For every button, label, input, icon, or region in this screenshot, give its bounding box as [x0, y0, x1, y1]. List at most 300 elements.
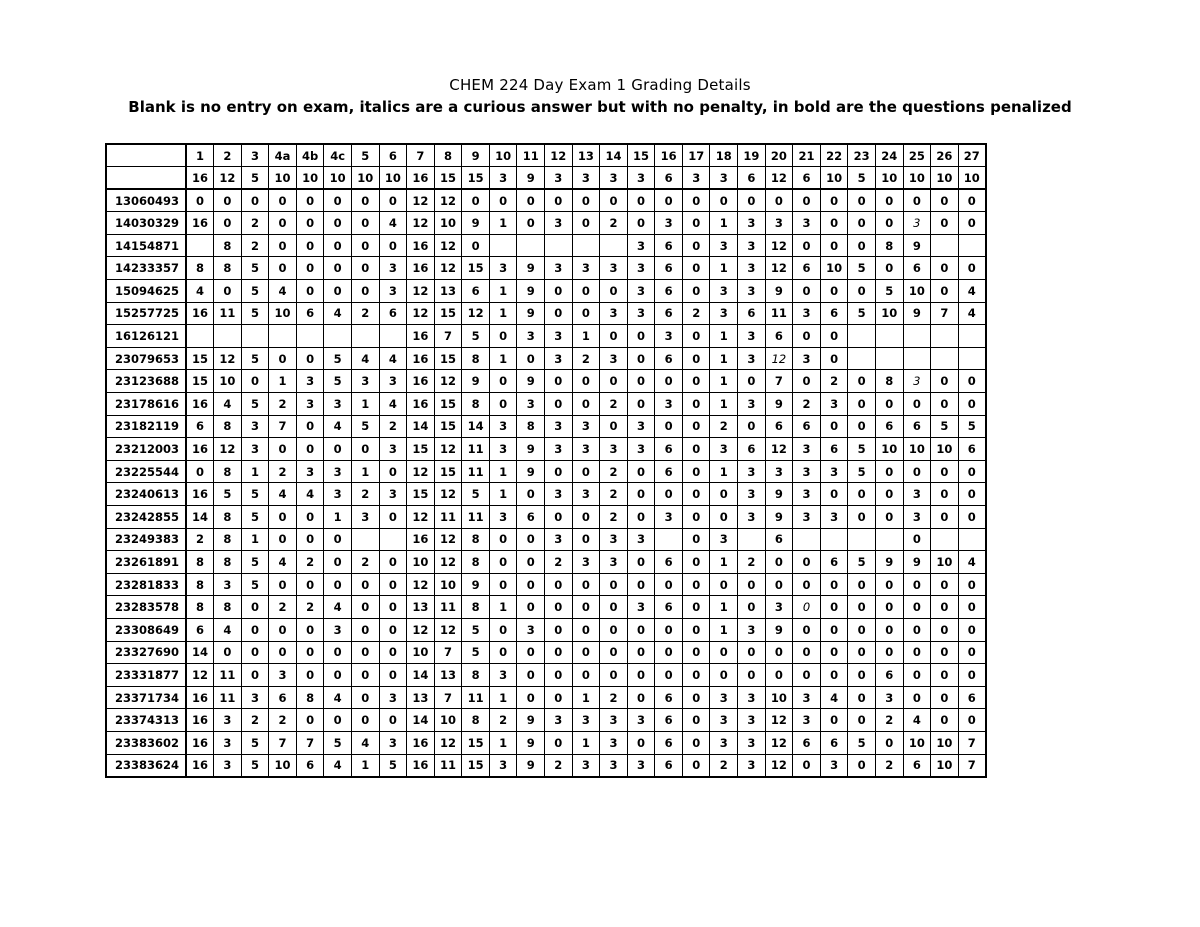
score-cell: 0 — [655, 618, 683, 641]
score-cell: 16 — [407, 370, 435, 393]
score-cell: 0 — [875, 212, 903, 235]
score-cell: 4 — [324, 686, 352, 709]
score-cell: 3 — [241, 415, 269, 438]
table-row — [106, 506, 986, 529]
score-cell: 7 — [958, 754, 986, 777]
score-cell: 0 — [489, 189, 517, 212]
table-row — [106, 438, 986, 461]
score-cell: 0 — [931, 573, 959, 596]
score-cell: 0 — [214, 212, 242, 235]
score-cell: 0 — [241, 664, 269, 687]
score-cell: 1 — [351, 460, 379, 483]
score-cell: 0 — [682, 709, 710, 732]
score-cell: 1 — [489, 596, 517, 619]
score-cell: 0 — [269, 618, 297, 641]
score-cell: 16 — [407, 731, 435, 754]
score-cell — [875, 325, 903, 348]
score-cell: 8 — [186, 573, 214, 596]
table-row — [106, 573, 986, 596]
max-points: 10 — [931, 167, 959, 190]
score-cell: 12 — [434, 370, 462, 393]
score-cell: 8 — [214, 257, 242, 280]
score-cell: 10 — [407, 551, 435, 574]
score-cell: 1 — [489, 460, 517, 483]
max-points: 10 — [875, 167, 903, 190]
score-cell: 16 — [186, 438, 214, 461]
score-cell: 1 — [324, 506, 352, 529]
score-cell: 5 — [931, 415, 959, 438]
max-points: 3 — [710, 167, 738, 190]
score-cell: 0 — [958, 506, 986, 529]
score-cell: 0 — [903, 618, 931, 641]
score-cell: 0 — [931, 393, 959, 416]
score-cell: 0 — [572, 393, 600, 416]
score-cell: 0 — [627, 325, 655, 348]
score-cell: 3 — [710, 528, 738, 551]
score-cell: 12 — [434, 234, 462, 257]
score-cell: 4 — [324, 754, 352, 777]
score-cell: 10 — [903, 438, 931, 461]
score-cell: 2 — [875, 754, 903, 777]
score-cell: 0 — [296, 528, 324, 551]
score-cell: 3 — [600, 551, 628, 574]
score-cell: 9 — [517, 460, 545, 483]
score-cell: 0 — [958, 664, 986, 687]
score-cell: 5 — [214, 483, 242, 506]
header-blank-cell — [106, 144, 186, 167]
score-cell: 0 — [489, 393, 517, 416]
question-number: 6 — [379, 144, 407, 167]
score-cell: 5 — [324, 347, 352, 370]
score-cell: 3 — [655, 212, 683, 235]
score-cell: 0 — [269, 189, 297, 212]
score-cell: 0 — [738, 664, 766, 687]
score-cell: 0 — [903, 641, 931, 664]
question-number: 20 — [765, 144, 793, 167]
score-cell: 0 — [820, 596, 848, 619]
score-cell: 0 — [848, 618, 876, 641]
score-cell: 6 — [820, 551, 848, 574]
table-row — [106, 393, 986, 416]
score-cell: 0 — [351, 212, 379, 235]
score-cell: 7 — [958, 731, 986, 754]
student-id: 23079653 — [106, 347, 186, 370]
score-cell: 11 — [214, 302, 242, 325]
score-cell: 0 — [600, 573, 628, 596]
score-cell: 0 — [931, 686, 959, 709]
score-cell: 0 — [848, 596, 876, 619]
score-cell: 6 — [765, 325, 793, 348]
score-cell: 3 — [545, 212, 573, 235]
score-cell: 0 — [186, 460, 214, 483]
score-cell: 0 — [600, 370, 628, 393]
score-cell: 15 — [462, 731, 490, 754]
score-cell: 3 — [738, 234, 766, 257]
page-subtitle: Blank is no entry on exam, italics are a curious answer but with no penalty, in bold are the questions penalized — [128, 98, 1072, 116]
score-cell: 0 — [903, 664, 931, 687]
score-cell: 10 — [875, 438, 903, 461]
score-cell: 3 — [489, 415, 517, 438]
score-cell: 2 — [682, 302, 710, 325]
score-cell: 7 — [296, 731, 324, 754]
score-cell: 6 — [655, 551, 683, 574]
score-cell: 3 — [600, 257, 628, 280]
score-cell: 3 — [269, 664, 297, 687]
score-cell: 0 — [517, 573, 545, 596]
score-cell: 3 — [738, 709, 766, 732]
score-cell: 6 — [793, 257, 821, 280]
score-cell: 0 — [269, 506, 297, 529]
grading-table — [105, 143, 987, 778]
score-cell: 4 — [820, 686, 848, 709]
score-cell: 6 — [655, 280, 683, 303]
score-cell: 0 — [793, 280, 821, 303]
score-cell: 3 — [903, 483, 931, 506]
score-cell: 8 — [214, 506, 242, 529]
score-cell: 8 — [186, 257, 214, 280]
score-cell: 8 — [296, 686, 324, 709]
score-cell: 9 — [462, 212, 490, 235]
score-cell — [214, 325, 242, 348]
score-cell: 4 — [324, 415, 352, 438]
score-cell: 3 — [545, 347, 573, 370]
score-cell: 12 — [434, 189, 462, 212]
score-cell: 0 — [848, 234, 876, 257]
score-cell: 0 — [545, 189, 573, 212]
question-number: 22 — [820, 144, 848, 167]
table-row — [106, 302, 986, 325]
score-cell: 0 — [379, 551, 407, 574]
score-cell: 0 — [351, 709, 379, 732]
score-cell: 7 — [434, 641, 462, 664]
score-cell: 0 — [682, 551, 710, 574]
score-cell: 3 — [545, 438, 573, 461]
score-cell: 8 — [214, 460, 242, 483]
score-cell: 0 — [875, 618, 903, 641]
score-cell: 3 — [793, 506, 821, 529]
score-cell: 0 — [903, 573, 931, 596]
score-cell: 16 — [407, 325, 435, 348]
score-cell: 0 — [324, 234, 352, 257]
score-cell: 9 — [517, 257, 545, 280]
score-cell: 4 — [324, 302, 352, 325]
score-cell: 3 — [379, 438, 407, 461]
score-cell: 6 — [655, 686, 683, 709]
score-cell: 0 — [324, 641, 352, 664]
table-row — [106, 415, 986, 438]
score-cell: 12 — [434, 551, 462, 574]
max-points: 3 — [682, 167, 710, 190]
max-points: 16 — [186, 167, 214, 190]
score-cell: 9 — [903, 234, 931, 257]
score-cell: 13 — [434, 664, 462, 687]
score-cell: 0 — [379, 618, 407, 641]
table-row — [106, 618, 986, 641]
score-cell: 3 — [655, 506, 683, 529]
student-id: 23281833 — [106, 573, 186, 596]
score-cell: 0 — [572, 460, 600, 483]
score-cell: 0 — [545, 618, 573, 641]
score-cell: 6 — [186, 415, 214, 438]
score-cell: 3 — [875, 686, 903, 709]
score-cell: 4 — [296, 483, 324, 506]
score-cell: 0 — [627, 731, 655, 754]
score-cell: 2 — [269, 460, 297, 483]
max-points: 10 — [351, 167, 379, 190]
score-cell: 0 — [848, 754, 876, 777]
score-cell: 0 — [600, 664, 628, 687]
score-cell: 10 — [434, 212, 462, 235]
score-cell: 0 — [682, 506, 710, 529]
score-cell: 6 — [875, 664, 903, 687]
score-cell: 2 — [572, 347, 600, 370]
score-cell — [875, 528, 903, 551]
question-number: 14 — [600, 144, 628, 167]
score-cell: 12 — [765, 234, 793, 257]
score-cell: 1 — [710, 257, 738, 280]
score-cell: 0 — [903, 393, 931, 416]
score-cell: 3 — [793, 460, 821, 483]
score-cell: 3 — [572, 754, 600, 777]
score-cell: 0 — [627, 618, 655, 641]
score-cell: 3 — [738, 347, 766, 370]
question-number: 4c — [324, 144, 352, 167]
score-cell: 2 — [269, 393, 297, 416]
question-number: 1 — [186, 144, 214, 167]
score-cell: 0 — [296, 415, 324, 438]
score-cell: 12 — [434, 528, 462, 551]
score-cell: 0 — [931, 257, 959, 280]
score-cell: 0 — [931, 506, 959, 529]
student-id: 23212003 — [106, 438, 186, 461]
score-cell: 3 — [517, 325, 545, 348]
score-cell — [269, 325, 297, 348]
max-points: 3 — [627, 167, 655, 190]
score-cell: 6 — [296, 754, 324, 777]
score-cell — [875, 347, 903, 370]
score-cell: 12 — [434, 257, 462, 280]
score-cell: 3 — [572, 415, 600, 438]
score-cell: 8 — [875, 234, 903, 257]
score-cell — [848, 347, 876, 370]
max-points: 3 — [545, 167, 573, 190]
score-cell: 3 — [600, 731, 628, 754]
score-cell: 0 — [793, 754, 821, 777]
score-cell: 3 — [655, 325, 683, 348]
score-cell — [738, 528, 766, 551]
score-cell: 0 — [296, 347, 324, 370]
score-cell: 5 — [848, 460, 876, 483]
score-cell: 12 — [407, 212, 435, 235]
question-number: 21 — [793, 144, 821, 167]
student-id: 23383602 — [106, 731, 186, 754]
score-cell: 0 — [710, 641, 738, 664]
score-cell: 0 — [296, 438, 324, 461]
score-cell: 3 — [214, 709, 242, 732]
score-cell: 2 — [241, 212, 269, 235]
score-cell: 8 — [517, 415, 545, 438]
score-cell: 0 — [489, 370, 517, 393]
score-cell: 0 — [655, 370, 683, 393]
score-cell: 5 — [241, 347, 269, 370]
score-cell: 3 — [572, 551, 600, 574]
score-cell: 8 — [462, 528, 490, 551]
score-cell: 7 — [765, 370, 793, 393]
score-cell: 1 — [710, 460, 738, 483]
max-points: 3 — [489, 167, 517, 190]
score-cell: 0 — [269, 212, 297, 235]
score-cell: 7 — [434, 325, 462, 348]
student-id: 13060493 — [106, 189, 186, 212]
score-cell: 0 — [931, 709, 959, 732]
score-cell: 10 — [931, 438, 959, 461]
score-cell: 1 — [489, 347, 517, 370]
score-cell: 11 — [462, 686, 490, 709]
score-cell: 2 — [186, 528, 214, 551]
score-cell: 2 — [600, 506, 628, 529]
student-id: 23240613 — [106, 483, 186, 506]
score-cell: 6 — [655, 754, 683, 777]
score-cell: 0 — [627, 460, 655, 483]
score-cell: 15 — [434, 415, 462, 438]
score-cell: 3 — [489, 754, 517, 777]
score-cell: 9 — [875, 551, 903, 574]
score-cell: 16 — [186, 731, 214, 754]
score-cell: 15 — [407, 438, 435, 461]
score-cell: 5 — [462, 618, 490, 641]
score-cell: 14 — [186, 641, 214, 664]
score-cell: 15 — [434, 302, 462, 325]
score-cell: 0 — [848, 370, 876, 393]
student-id: 23261891 — [106, 551, 186, 574]
score-cell: 12 — [407, 302, 435, 325]
score-cell: 0 — [848, 664, 876, 687]
score-cell: 9 — [517, 438, 545, 461]
score-cell: 0 — [793, 234, 821, 257]
score-cell: 9 — [765, 280, 793, 303]
score-cell: 0 — [682, 370, 710, 393]
score-cell: 6 — [462, 280, 490, 303]
score-cell: 0 — [931, 280, 959, 303]
score-cell: 2 — [241, 234, 269, 257]
score-cell: 4 — [958, 551, 986, 574]
question-number: 9 — [462, 144, 490, 167]
score-cell: 5 — [848, 438, 876, 461]
score-cell: 12 — [186, 664, 214, 687]
score-cell: 9 — [517, 731, 545, 754]
max-points: 10 — [269, 167, 297, 190]
score-cell: 0 — [682, 618, 710, 641]
score-cell — [600, 234, 628, 257]
score-cell: 3 — [572, 257, 600, 280]
question-number: 25 — [903, 144, 931, 167]
score-cell — [489, 234, 517, 257]
score-cell: 0 — [931, 483, 959, 506]
score-cell: 3 — [710, 709, 738, 732]
score-cell: 11 — [214, 686, 242, 709]
max-points: 12 — [765, 167, 793, 190]
score-cell: 0 — [600, 596, 628, 619]
score-cell: 16 — [407, 528, 435, 551]
score-cell: 0 — [545, 370, 573, 393]
score-cell: 0 — [627, 347, 655, 370]
score-cell: 0 — [903, 189, 931, 212]
score-cell: 0 — [875, 189, 903, 212]
score-cell: 0 — [269, 234, 297, 257]
score-cell: 11 — [434, 596, 462, 619]
table-row — [106, 347, 986, 370]
score-cell: 6 — [820, 731, 848, 754]
score-cell: 0 — [848, 506, 876, 529]
score-cell: 0 — [517, 347, 545, 370]
score-cell: 5 — [241, 257, 269, 280]
table-row — [106, 280, 986, 303]
score-cell: 4 — [269, 483, 297, 506]
score-cell: 11 — [462, 460, 490, 483]
score-cell: 0 — [600, 325, 628, 348]
score-cell: 6 — [655, 234, 683, 257]
score-cell: 0 — [600, 280, 628, 303]
score-cell: 12 — [407, 506, 435, 529]
table-row — [106, 731, 986, 754]
score-cell: 7 — [931, 302, 959, 325]
score-cell: 0 — [848, 483, 876, 506]
table-row — [106, 370, 986, 393]
score-cell: 10 — [931, 731, 959, 754]
max-points: 6 — [793, 167, 821, 190]
student-id: 23178616 — [106, 393, 186, 416]
score-cell: 3 — [214, 754, 242, 777]
score-cell: 3 — [600, 347, 628, 370]
score-cell: 0 — [848, 686, 876, 709]
score-cell: 3 — [738, 754, 766, 777]
score-cell: 0 — [324, 189, 352, 212]
score-cell: 1 — [572, 325, 600, 348]
score-cell: 0 — [572, 596, 600, 619]
score-cell: 3 — [793, 686, 821, 709]
score-cell: 6 — [655, 709, 683, 732]
score-cell: 0 — [600, 189, 628, 212]
score-cell: 6 — [793, 731, 821, 754]
score-cell: 3 — [765, 212, 793, 235]
score-cell — [931, 234, 959, 257]
score-cell: 16 — [186, 686, 214, 709]
score-cell: 6 — [738, 302, 766, 325]
score-cell: 15 — [186, 370, 214, 393]
score-cell: 0 — [682, 731, 710, 754]
score-cell: 2 — [351, 551, 379, 574]
score-cell: 0 — [379, 664, 407, 687]
score-cell: 3 — [738, 393, 766, 416]
score-cell: 12 — [407, 189, 435, 212]
score-cell: 15 — [407, 483, 435, 506]
score-cell: 0 — [462, 189, 490, 212]
score-cell: 8 — [214, 528, 242, 551]
score-cell: 0 — [820, 189, 848, 212]
student-id: 14233357 — [106, 257, 186, 280]
score-cell: 3 — [379, 280, 407, 303]
score-cell: 0 — [765, 664, 793, 687]
score-cell: 9 — [517, 754, 545, 777]
score-cell: 3 — [324, 618, 352, 641]
score-cell: 3 — [600, 302, 628, 325]
score-cell: 6 — [875, 415, 903, 438]
score-cell: 0 — [848, 393, 876, 416]
score-cell: 0 — [545, 664, 573, 687]
score-cell: 0 — [848, 573, 876, 596]
score-cell: 2 — [351, 483, 379, 506]
score-cell: 0 — [489, 325, 517, 348]
